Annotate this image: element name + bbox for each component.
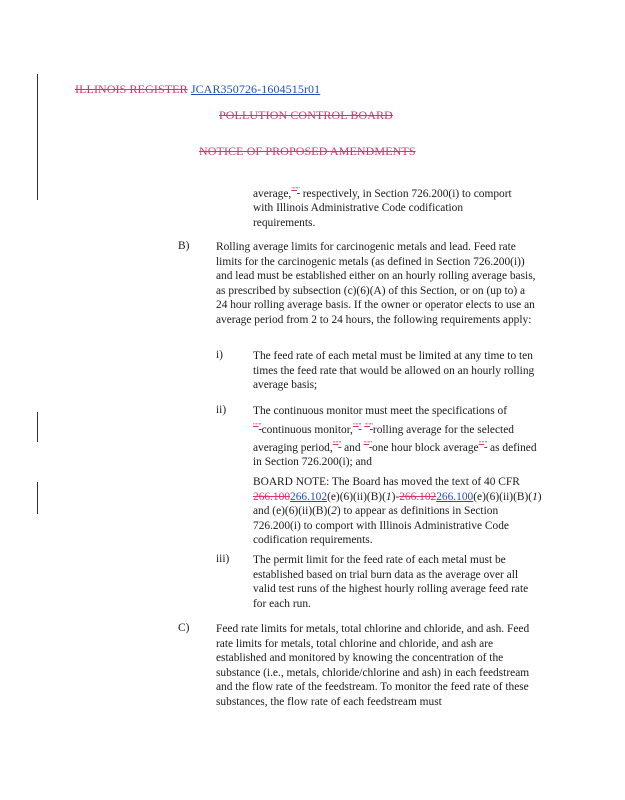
change-bar: [37, 482, 38, 514]
section-c-text: Feed rate limits for metals, total chlorine and chloride, and ash. Feed rate limits for metals, total chlorine and chloride, and ash are established and monitored by knowing the concentration of the substance (i.e., metals, chloride/chlorine and ash) in each feedstream and the flow rate of the feedstream. To monitor the feed rate of these substances, the flow rate of each feedstream must: [216, 623, 530, 708]
item-i-label: i): [216, 349, 223, 361]
inserted-citation: 266.100: [436, 490, 474, 503]
notice-title: NOTICE OF PROPOSED AMENDMENTS: [199, 144, 416, 158]
section-b-text: Rolling average limits for carcinogenic metals and lead. Feed rate limits for the carcinogenic metals (as defined in Section 726.200(i)) and lead must be established either on an hourly rolling average basis, as prescribed by subsection (c)(6)(A) of this Section, or on (up to) a 24 hour rolling average basis. If the owner or operator elects to use an average period from 2 to 24 hours, the following requirements apply:: [216, 241, 536, 326]
item-ii-label: ii): [216, 404, 227, 416]
inserted-citation: 266.102: [290, 490, 328, 503]
section-b-label: B): [178, 240, 190, 252]
board-title: POLLUTION CONTROL BOARD: [219, 108, 393, 122]
deleted-citation: 266.100: [253, 490, 291, 503]
item-iii-text: The permit limit for the feed rate of each metal must be established based on trial burn data as the average over all valid test runs of the highest hourly rolling average feed rate for each run.: [253, 554, 529, 610]
board-note: BOARD NOTE: The Board has moved the text of 40 CFR 266.100266.102(e)(6)(ii)(B)(1)-266.102266.100(e)(6)(ii)(B)(1) and (e)(6)(ii)(B)(2) to appear as definitions in Section 726.200(i) to comport with Illinois Administrative Code codification requirements.: [253, 476, 542, 547]
change-bar: [37, 412, 38, 442]
register-new-text: JCAR350726-1604515r01: [190, 82, 321, 96]
register-header: [75, 82, 320, 97]
deleted-citation: 266.102: [399, 490, 437, 503]
register-old-text: ILLINOIS REGISTER: [75, 82, 188, 96]
carry-over-paragraph: [253, 183, 553, 231]
carry-over-line: requirements.: [253, 216, 316, 229]
change-bar: [37, 74, 38, 200]
carry-over-line: average,""" respectively, in Section 726.200(i) to comport: [253, 186, 512, 200]
item-iii-label: iii): [216, 553, 230, 565]
carry-over-line: with Illinois Administrative Code codification: [253, 202, 464, 215]
section-c-label: C): [178, 622, 190, 634]
item-i-text: The feed rate of each metal must be limited at any time to ten times the feed rate that would be allowed on an hourly rolling average basis;: [253, 350, 535, 392]
item-ii-text: The continuous monitor must meet the specifications of """continuous monitor,""" """rolling average for the selected averaging period,""" and """one hour block average""" as defined in Section 726.200(i); and: [253, 405, 537, 469]
